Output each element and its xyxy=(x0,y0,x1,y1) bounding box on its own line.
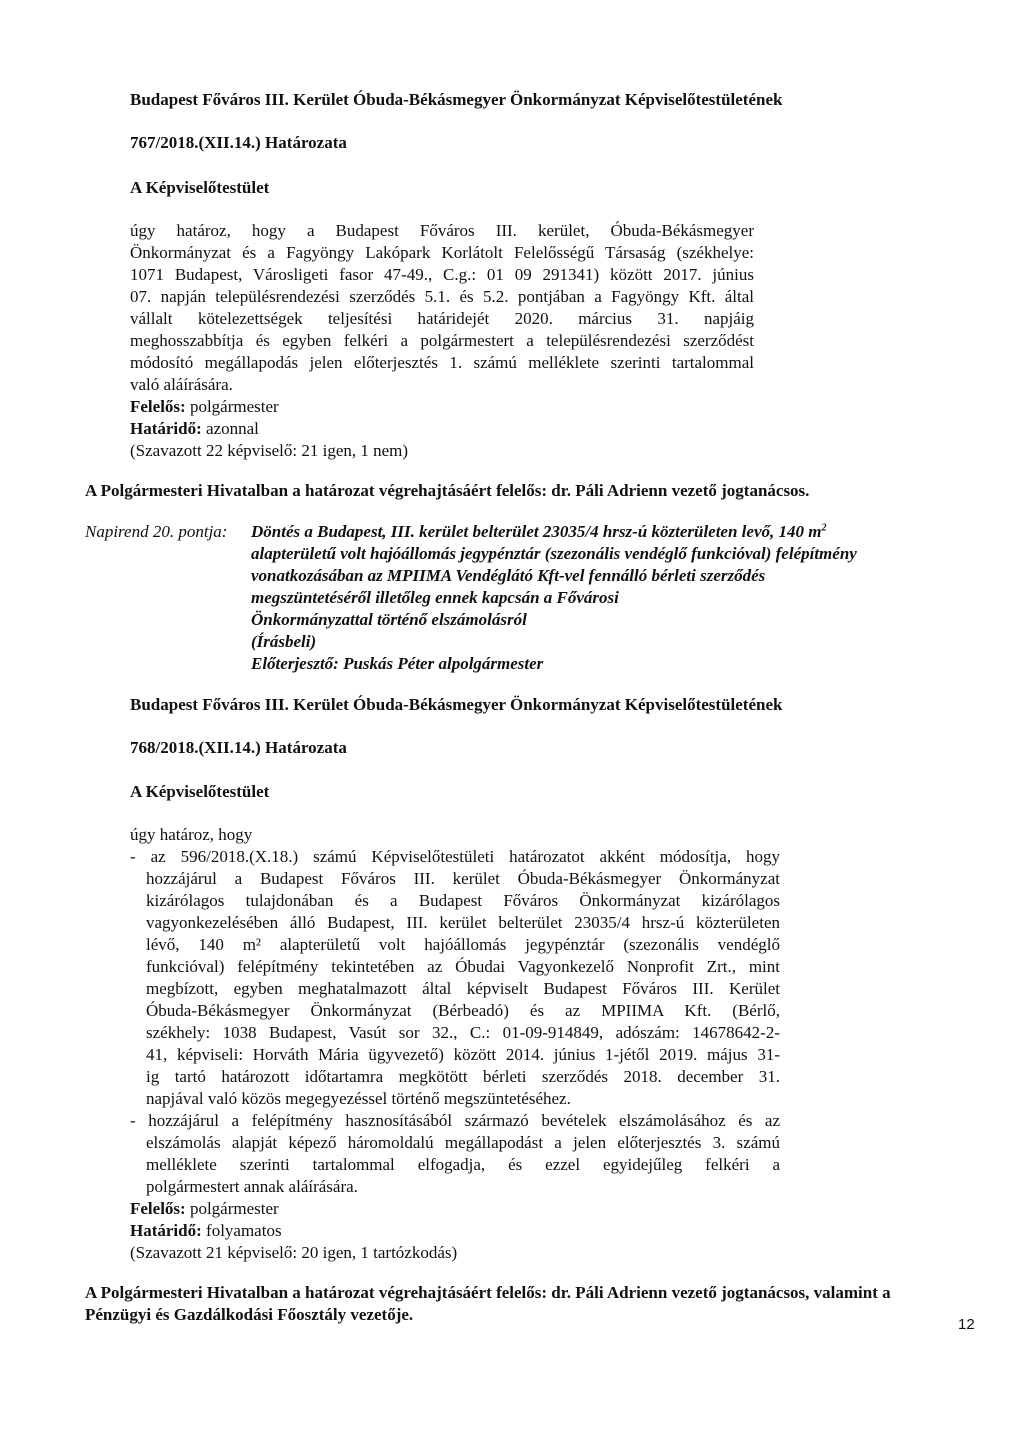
resolution-1-line: 07. napján településrendezési szerződés 5.1. és 5.2. pontjában a Fagyöngy Kft. által xyxy=(130,287,754,306)
deadline-value: azonnal xyxy=(206,419,259,438)
resolution-2-body-title: A Képviselőtestület xyxy=(130,782,270,801)
resolution-2-responsible xyxy=(130,1198,279,1220)
resolution-1-deadline xyxy=(130,418,259,440)
resolution-2-deadline xyxy=(130,1220,282,1242)
resolution-2-line: székhely: 1038 Budapest, Vasút sor 32., C.: 01-09-914849, adószám: 14678642-2- xyxy=(146,1023,780,1042)
office-note-1: A Polgármesteri Hivatalban a határozat végrehajtásáért felelős: dr. Páli Adrienn vezető jogtanácsos. xyxy=(85,481,810,500)
resolution-2-line: Óbuda-Békásmegyer Önkormányzat (Bérbeadó) és az MPIIMA Kft. (Bérlő, xyxy=(146,1001,780,1020)
resolution-2-line: polgármestert annak aláírására. xyxy=(146,1177,358,1196)
resolution-2-line: hozzájárul a Budapest Főváros III. kerület Óbuda-Békásmegyer Önkormányzat xyxy=(146,869,780,888)
responsible-value: polgármester xyxy=(189,397,279,416)
resolution-1-line: vállalt kötelezettségek teljesítési határidejét 2020. március 31. napjáig xyxy=(130,309,754,328)
agenda-presenter: Előterjesztő: Puskás Péter alpolgármester xyxy=(251,654,544,673)
agenda-title-line xyxy=(251,521,826,543)
resolution-2-line: napjával való közös megegyezéssel történő megszüntetéséhez. xyxy=(146,1089,571,1108)
resolution-1-line: módosító megállapodás jelen előterjesztés 1. számú melléklete szerinti tartalommal xyxy=(130,353,754,372)
agenda-title-line: alapterületű volt hajóállomás jegypénztár (szezonális vendéglő funkcióval) felépítmény xyxy=(251,544,857,563)
page-number: 12 xyxy=(958,1316,975,1333)
agenda-title-line: megszüntetéséről illetőleg ennek kapcsán a Fővárosi xyxy=(251,588,619,607)
resolution-1-line: 1071 Budapest, Városligeti fasor 47-49., C.g.: 01 09 291341) között 2017. június xyxy=(130,265,754,284)
resolution-1-line: meghosszabbítja és egyben felkéri a polgármestert a településrendezési szerződést xyxy=(130,331,754,350)
agenda-title-sup: 2 xyxy=(821,522,827,534)
resolution-2-line: lévő, 140 m² alapterületű volt hajóállomás jegypénztár (szezonális vendéglő xyxy=(146,935,780,954)
resolution-1-vote: (Szavazott 22 képviselő: 21 igen, 1 nem) xyxy=(130,441,409,460)
resolution-2-vote: (Szavazott 21 képviselő: 20 igen, 1 tartózkodás) xyxy=(130,1243,458,1262)
resolution-2-line: ig tartó határozott időtartamra megkötött bérleti szerződés 2018. december 31. xyxy=(146,1067,780,1086)
agenda-label: Napirend 20. pontja: xyxy=(85,522,228,541)
resolution-2-item-2: - hozzájárul a felépítmény hasznosításából származó bevételek elszámolásához és az xyxy=(130,1111,780,1130)
responsible-label: Felelős: xyxy=(130,397,186,416)
resolution-1-number: 767/2018.(XII.14.) Határozata xyxy=(130,133,347,152)
resolution-2-header: Budapest Főváros III. Kerület Óbuda-Békásmegyer Önkormányzat Képviselőtestületének xyxy=(130,695,783,714)
agenda-written-note: (Írásbeli) xyxy=(251,632,317,651)
responsible-label: Felelős: xyxy=(130,1199,186,1218)
resolution-1-responsible xyxy=(130,396,279,418)
resolution-2-line: megbízott, egyben meghatalmazott által képviselt Budapest Főváros III. Kerület xyxy=(146,979,780,998)
deadline-label: Határidő: xyxy=(130,1221,202,1240)
office-note-2-line-1: A Polgármesteri Hivatalban a határozat végrehajtásáért felelős: dr. Páli Adrienn vezető jogtanácsos, valamint a xyxy=(85,1283,891,1302)
resolution-1-body-title: A Képviselőtestület xyxy=(130,178,270,197)
resolution-1-header: Budapest Főváros III. Kerület Óbuda-Békásmegyer Önkormányzat Képviselőtestületének xyxy=(130,90,783,109)
resolution-2-line: melléklete szerinti tartalommal elfogadja, és ezzel egyidejűleg felkéri a xyxy=(146,1155,780,1174)
resolution-2-line: vagyonkezelésében álló Budapest, III. kerület belterület 23035/4 hrsz-ú közterületen xyxy=(146,913,780,932)
responsible-value: polgármester xyxy=(189,1199,279,1218)
resolution-1-line: való aláírására. xyxy=(130,375,233,394)
resolution-2-line: kizárólagos tulajdonában és a Budapest Főváros Önkormányzat kizárólagos xyxy=(146,891,780,910)
agenda-title-text: Döntés a Budapest, III. kerület belterület 23035/4 hrsz-ú közterületen levő, 140 m xyxy=(251,522,822,541)
office-note-2-line-2: Pénzügyi és Gazdálkodási Főosztály vezetője. xyxy=(85,1305,414,1324)
resolution-1-line: Önkormányzat és a Fagyöngy Lakópark Korlátolt Felelősségű Társaság (székhelye: xyxy=(130,243,754,262)
resolution-1-line: úgy határoz, hogy a Budapest Főváros III. kerület, Óbuda-Békásmegyer xyxy=(130,221,754,240)
resolution-2-number: 768/2018.(XII.14.) Határozata xyxy=(130,738,347,757)
agenda-title-line: vonatkozásában az MPIIMA Vendéglátó Kft-vel fennálló bérleti szerződés xyxy=(251,566,766,585)
resolution-2-item-1: - az 596/2018.(X.18.) számú Képviselőtestületi határozatot akként módosítja, hogy xyxy=(130,847,780,866)
resolution-2-intro: úgy határoz, hogy xyxy=(130,825,253,844)
resolution-2-line: elszámolás alapját képező háromoldalú megállapodást a jelen előterjesztés 3. számú xyxy=(146,1133,780,1152)
resolution-2-line: funkcióval) felépítmény tekintetében az Óbudai Vagyonkezelő Nonprofit Zrt., mint xyxy=(146,957,780,976)
agenda-title-line: Önkormányzattal történő elszámolásról xyxy=(251,610,527,629)
resolution-2-line: 41, képviseli: Horváth Mária ügyvezető) között 2014. június 1-jétől 2019. május 31- xyxy=(146,1045,780,1064)
deadline-value: folyamatos xyxy=(206,1221,282,1240)
deadline-label: Határidő: xyxy=(130,419,202,438)
